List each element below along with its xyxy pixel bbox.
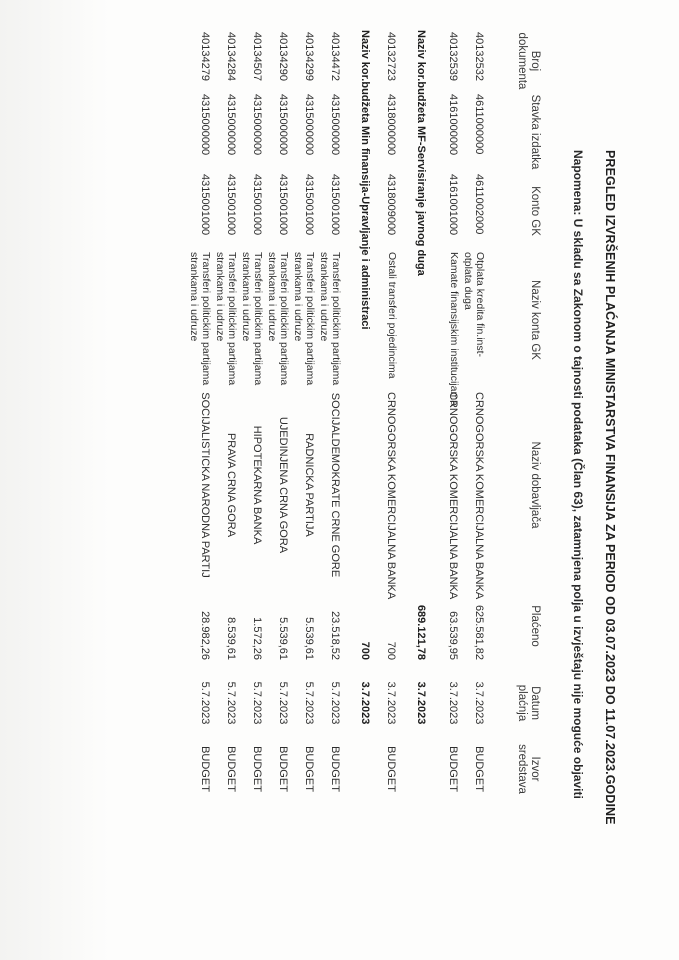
placeno: 28.982,26 (199, 611, 211, 660)
placeno: 1.572,26 (251, 617, 263, 660)
naziv-konta-gk: Transferi politickim partijama strankama i udruze (214, 252, 238, 386)
section-total: 689.121,78 (415, 604, 427, 660)
naziv-dobavljaca: RADNICKA PARTIJA (303, 433, 315, 537)
konto-gk: 4315001000 (251, 174, 263, 236)
header-label: Izvor (529, 756, 541, 782)
section-total: 700 (359, 641, 371, 660)
datum-placanja: 5.7.2023 (277, 681, 289, 725)
naziv-dobavljaca: SOCIJALISTICKA NARODNA PARTIJ (199, 392, 211, 578)
naziv-dobavljaca: UJEDINJENA CRNA GORA (277, 416, 289, 554)
payments-table (185, 30, 541, 910)
broj-dokumenta: 40132532 (473, 32, 485, 81)
header-datum-placanja (515, 672, 541, 734)
broj-dokumenta: 40132723 (385, 32, 397, 81)
header-label: dokumenta (515, 32, 528, 90)
datum-placanja: 5.7.2023 (303, 681, 315, 725)
section-total-date: 3.7.2023 (359, 681, 371, 725)
broj-dokumenta: 40134507 (251, 32, 263, 81)
section-name: Naziv kor.budžeta MF-Servisiranje javnog duga (415, 30, 427, 276)
placeno: 625.581,82 (473, 604, 485, 660)
naziv-dobavljaca: CRNOGORSKA KOMERCIJALNA BANKA (447, 392, 459, 600)
stavka-izdatka: 4315000000 (277, 94, 289, 156)
section-total-date: 3.7.2023 (415, 681, 427, 725)
izvor-sredstava: BUDGET (199, 746, 211, 792)
konto-gk: 4611002000 (473, 174, 485, 235)
document-title: PREGLED IZVRŠENIH PLAĆANJA MINISTARSTVA FINANSIJA ZA PERIOD OD 03.07.2023 DO 11.07.2023.GODINE (603, 150, 617, 825)
header-izvor-sredstava (515, 734, 541, 804)
table-row (371, 30, 397, 910)
stavka-izdatka: 4161000000 (447, 94, 459, 156)
datum-placanja: 5.7.2023 (199, 681, 211, 725)
naziv-konta-gk: Transferi politickim partijama strankama i udruze (266, 252, 290, 386)
broj-dokumenta: 40134299 (303, 32, 315, 81)
section-name: Naziv kor.budžeta Min finansija-Upravljanje i administraci (359, 30, 371, 330)
placeno: 5.539,61 (277, 617, 289, 660)
stavka-izdatka: 4611000000 (473, 94, 485, 155)
header-naziv-konta-gk: Naziv konta GK (529, 280, 541, 360)
naziv-konta-gk: Transferi politickim partijama strankama i udruze (318, 252, 342, 386)
stavka-izdatka: 4315000000 (251, 94, 263, 156)
naziv-dobavljaca: CRNOGORSKA KOMERCIJALNA BANKA (473, 392, 485, 600)
izvor-sredstava: BUDGET (329, 746, 341, 792)
datum-placanja: 3.7.2023 (447, 681, 459, 725)
table-header (497, 30, 541, 910)
konto-gk: 4315001000 (199, 174, 211, 236)
broj-dokumenta: 40134279 (199, 32, 211, 81)
konto-gk: 4315001000 (329, 174, 341, 236)
naziv-konta-gk: Transferi politickim partijama strankama i udruze (188, 252, 212, 386)
naziv-dobavljaca: HIPOTEKARNA BANKA (251, 425, 263, 545)
header-label: Broj (529, 50, 541, 72)
naziv-konta-gk: Kamate finansijskim institucijama (448, 252, 460, 407)
stavka-izdatka: 4318000000 (385, 94, 397, 156)
naziv-konta-gk: Transferi politickim partijama strankama i udruze (240, 252, 264, 386)
placeno: 5.539,61 (303, 617, 315, 660)
broj-dokumenta: 40134284 (225, 32, 237, 81)
table-row (315, 30, 341, 910)
izvor-sredstava: BUDGET (225, 746, 237, 792)
konto-gk: 4318009000 (385, 174, 397, 236)
datum-placanja: 3.7.2023 (473, 681, 485, 725)
header-stavka-izdatka: Stavka izdatka (529, 94, 541, 170)
naziv-dobavljaca: CRNOGORSKA KOMERCIJALNA BANKA (385, 392, 397, 600)
section-heading-servisiranje-duga (403, 30, 427, 910)
broj-dokumenta: 40134472 (329, 32, 341, 81)
stavka-izdatka: 4315000000 (225, 94, 237, 156)
table-row (263, 30, 289, 910)
konto-gk: 4161001000 (447, 174, 459, 236)
header-label: Datum (529, 686, 541, 720)
header-label: plaćnja (515, 684, 528, 722)
header-konto-gk: Konto GK (529, 186, 541, 236)
table-row (289, 30, 315, 910)
table-row (237, 30, 263, 910)
stavka-izdatka: 4315000000 (199, 94, 211, 156)
konto-gk: 4315001000 (303, 174, 315, 236)
placeno: 8.539,61 (225, 617, 237, 660)
table-row (211, 30, 237, 910)
stavka-izdatka: 4315000000 (329, 94, 341, 156)
placeno: 700 (385, 641, 397, 660)
konto-gk: 4315001000 (277, 174, 289, 236)
placeno: 63.539,95 (447, 611, 459, 660)
izvor-sredstava: BUDGET (303, 746, 315, 792)
naziv-dobavljaca: SOCIJALDEMOKRATE CRNE GORE (329, 392, 341, 578)
naziv-konta-gk: Ostali transferi pojedincima (386, 252, 398, 379)
broj-dokumenta: 40132539 (447, 32, 459, 81)
table-row (433, 30, 459, 910)
header-placeno: Plaćeno (529, 605, 541, 647)
izvor-sredstava: BUDGET (251, 746, 263, 792)
confidentiality-note: Napomena: U skladu sa Zakonom o tajnosti podataka (Član 63), zatamnjena polja u izvještaju nije moguće objaviti (571, 150, 585, 799)
konto-gk: 4315001000 (225, 174, 237, 236)
izvor-sredstava: BUDGET (277, 746, 289, 792)
izvor-sredstava: BUDGET (385, 746, 397, 792)
naziv-konta-gk: Transferi politickim partijama strankama i udruze (292, 252, 316, 386)
header-label: sredstava (515, 744, 528, 794)
header-naziv-dobavljaca: Naziv dobavljača (529, 441, 541, 529)
datum-placanja: 3.7.2023 (385, 681, 397, 725)
placeno: 23.518,52 (329, 611, 341, 660)
header-broj-dokumenta (515, 30, 541, 92)
broj-dokumenta: 40134290 (277, 32, 289, 81)
naziv-dobavljaca: PRAVA CRNA GORA (225, 432, 237, 538)
izvor-sredstava: BUDGET (473, 746, 485, 792)
datum-placanja: 5.7.2023 (225, 681, 237, 725)
datum-placanja: 5.7.2023 (251, 681, 263, 725)
naziv-konta-gk: Otplata kredita fin.inst-otplata duga (462, 252, 486, 358)
datum-placanja: 5.7.2023 (329, 681, 341, 725)
table-row (459, 30, 485, 910)
stavka-izdatka: 4315000000 (303, 94, 315, 156)
izvor-sredstava: BUDGET (447, 746, 459, 792)
table-row (185, 30, 211, 910)
scan-shadow (0, 0, 110, 960)
section-heading-upravljanje-administracija (347, 30, 371, 910)
